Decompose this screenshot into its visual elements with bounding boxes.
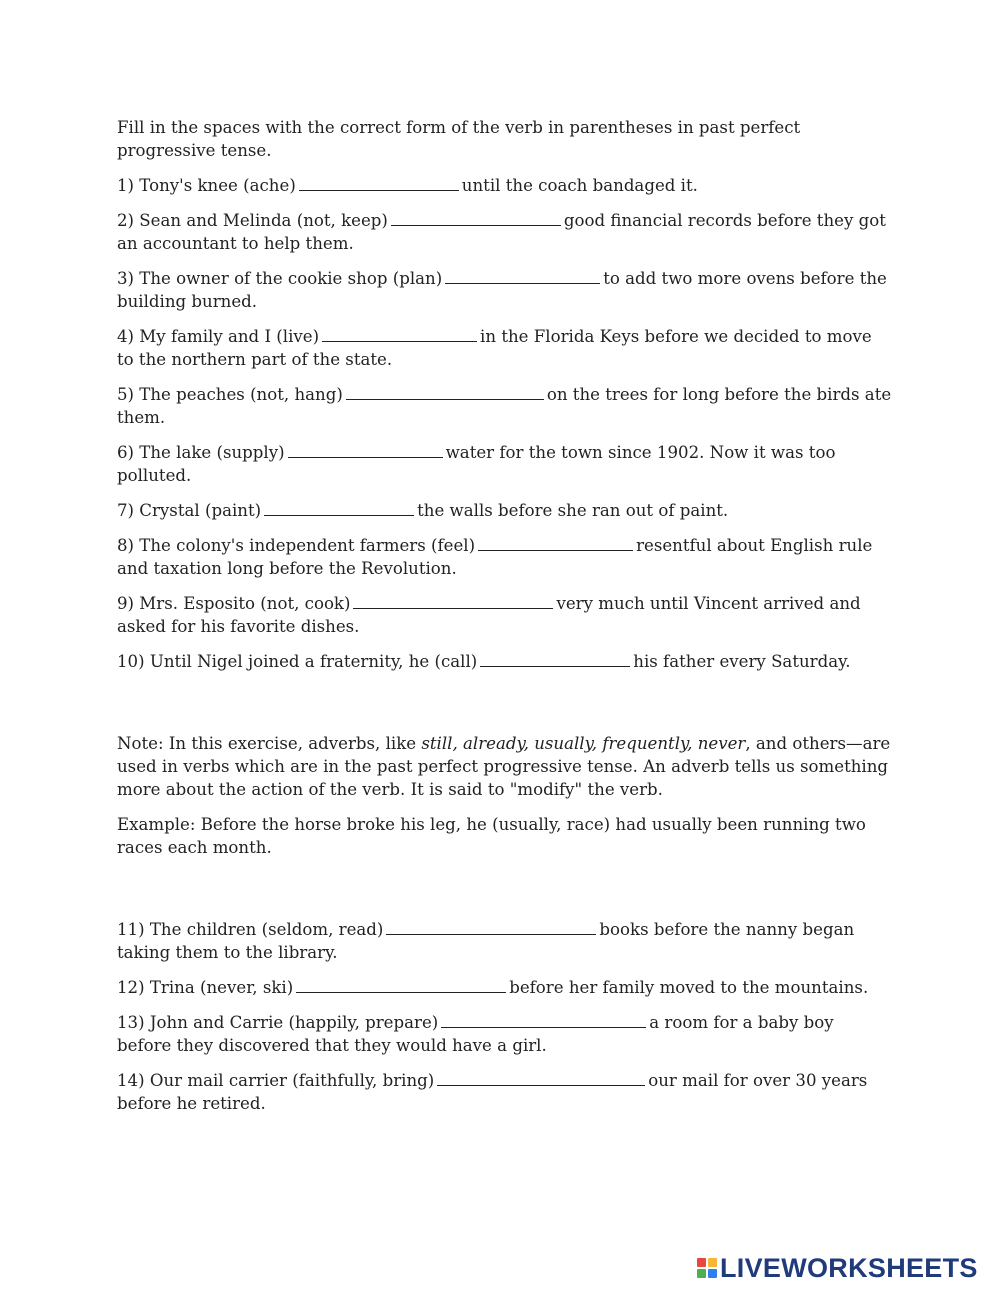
question-6 — [117, 441, 892, 487]
answer-blank-13[interactable] — [441, 1013, 646, 1028]
note-paragraph — [117, 732, 892, 801]
question-4 — [117, 325, 892, 371]
example-paragraph: Example: Before the horse broke his leg, he (usually, race) had usually been running two races each month. — [117, 815, 866, 857]
question-3-rest: to add two more ovens before the building burned. — [117, 269, 887, 311]
question-10-rest: his father every Saturday. — [633, 652, 851, 671]
questions-part2 — [117, 918, 892, 1115]
question-3-prompt: 3) The owner of the cookie shop (plan) — [117, 269, 443, 288]
answer-blank-2[interactable] — [391, 211, 561, 226]
question-13-prompt: 13) John and Carrie (happily, prepare) — [117, 1013, 439, 1032]
question-11-prompt: 11) The children (seldom, read) — [117, 920, 384, 939]
logo-square-icon — [697, 1269, 706, 1278]
question-1-prompt: 1) Tony's knee (ache) — [117, 176, 296, 195]
question-3 — [117, 267, 892, 313]
question-2 — [117, 209, 892, 255]
question-14-prompt: 14) Our mail carrier (faithfully, bring) — [117, 1071, 435, 1090]
logo-square-icon — [697, 1258, 706, 1267]
question-1-rest: until the coach bandaged it. — [461, 176, 698, 195]
answer-blank-7[interactable] — [264, 501, 414, 516]
answer-blank-9[interactable] — [353, 594, 553, 609]
question-5-prompt: 5) The peaches (not, hang) — [117, 385, 343, 404]
answer-blank-4[interactable] — [322, 327, 477, 342]
note-rest: , and others—are used in verbs which are in the past perfect progressive tense. An adverb tells us something more about the action of the verb. It is said to "modify" the verb. — [117, 734, 891, 799]
question-7 — [117, 499, 892, 522]
question-12-rest: before her family moved to the mountains. — [509, 978, 869, 997]
instructions: Fill in the spaces with the correct form of the verb in parentheses in past perfect progressive tense. — [117, 118, 801, 160]
answer-blank-11[interactable] — [386, 920, 596, 935]
answer-blank-14[interactable] — [437, 1071, 645, 1086]
logo-text: LIVEWORKSHEETS — [720, 1252, 978, 1283]
question-10-prompt: 10) Until Nigel joined a fraternity, he (call) — [117, 652, 478, 671]
note-lead: Note: In this exercise, adverbs, like — [117, 734, 417, 753]
question-4-rest: in the Florida Keys before we decided to move to the northern part of the state. — [117, 327, 872, 369]
question-12 — [117, 976, 892, 999]
answer-blank-8[interactable] — [478, 536, 633, 551]
worksheet-content — [117, 116, 892, 1127]
logo-square-icon — [708, 1269, 717, 1278]
question-5 — [117, 383, 892, 429]
question-9-prompt: 9) Mrs. Esposito (not, cook) — [117, 594, 351, 613]
question-9 — [117, 592, 892, 638]
answer-blank-5[interactable] — [346, 385, 544, 400]
question-5-rest: on the trees for long before the birds ate them. — [117, 385, 892, 427]
spacer — [117, 871, 892, 918]
question-7-prompt: 7) Crystal (paint) — [117, 501, 262, 520]
question-2-prompt: 2) Sean and Melinda (not, keep) — [117, 211, 388, 230]
spacer — [117, 685, 892, 732]
question-6-prompt: 6) The lake (supply) — [117, 443, 285, 462]
answer-blank-10[interactable] — [480, 652, 630, 667]
question-11 — [117, 918, 892, 964]
logo-mark-icon — [697, 1258, 717, 1278]
question-2-rest: good financial records before they got an accountant to help them. — [117, 211, 886, 253]
question-6-rest: water for the town since 1902. Now it was too polluted. — [117, 443, 836, 485]
answer-blank-1[interactable] — [299, 176, 459, 191]
answer-blank-3[interactable] — [445, 269, 600, 284]
question-7-rest: the walls before she ran out of paint. — [417, 501, 729, 520]
question-14 — [117, 1069, 892, 1115]
question-12-prompt: 12) Trina (never, ski) — [117, 978, 294, 997]
liveworksheets-logo — [697, 1252, 993, 1284]
question-13-rest: a room for a baby boy before they discovered that they would have a girl. — [117, 1013, 834, 1055]
question-11-rest: books before the nanny began taking them to the library. — [117, 920, 855, 962]
logo-square-icon — [708, 1258, 717, 1267]
question-4-prompt: 4) My family and I (live) — [117, 327, 320, 346]
answer-blank-12[interactable] — [296, 978, 506, 993]
question-8 — [117, 534, 892, 580]
note-adverbs: still, already, usually, frequently, never — [421, 734, 746, 753]
answer-blank-6[interactable] — [288, 443, 443, 458]
question-8-rest: resentful about English rule and taxation long before the Revolution. — [117, 536, 873, 578]
question-14-rest: our mail for over 30 years before he retired. — [117, 1071, 868, 1113]
question-9-rest: very much until Vincent arrived and asked for his favorite dishes. — [117, 594, 861, 636]
question-13 — [117, 1011, 892, 1057]
question-1 — [117, 174, 892, 197]
questions-part1 — [117, 174, 892, 673]
question-8-prompt: 8) The colony's independent farmers (feel) — [117, 536, 476, 555]
question-10 — [117, 650, 892, 673]
